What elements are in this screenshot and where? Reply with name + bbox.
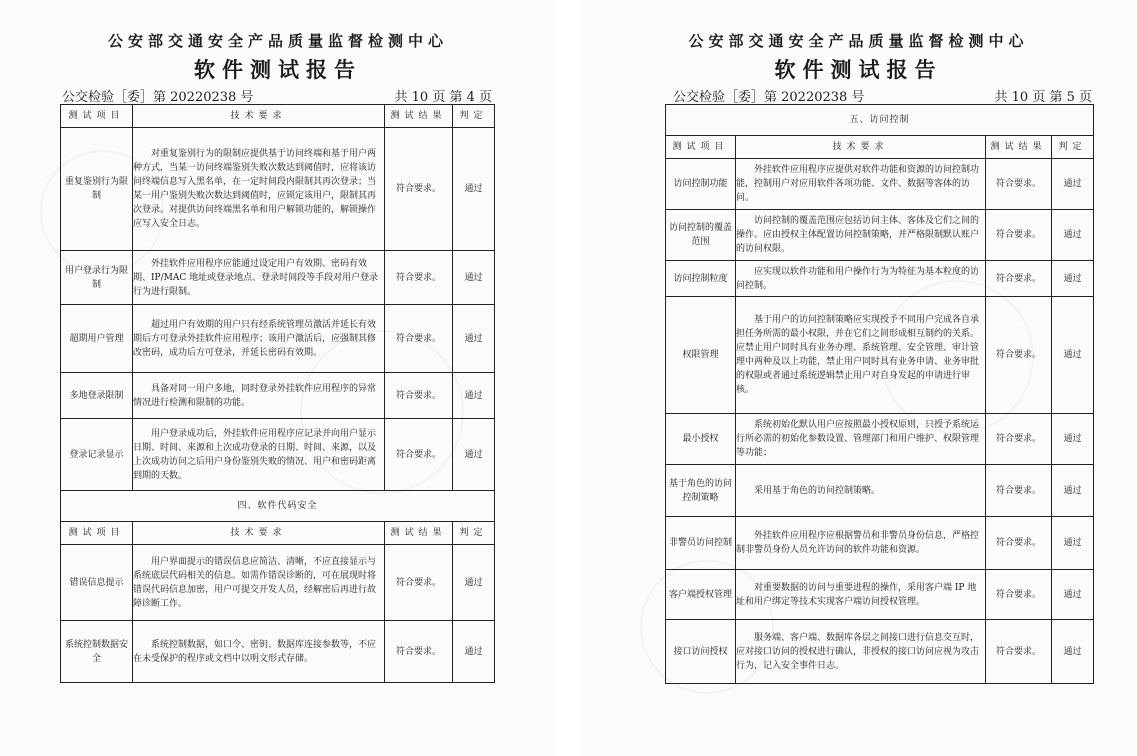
test-item: 超期用户管理 bbox=[61, 305, 133, 373]
test-item: 用户登录行为限制 bbox=[61, 251, 133, 305]
report-number: 公交检验［委］第 20220238 号 bbox=[673, 90, 865, 105]
requirement-text: 访问控制的覆盖范围应包括访问主体、客体及它们之间的操作。应由授权主体配置访问控制策略，并严格限制默认账户的访问权限。 bbox=[736, 210, 986, 261]
page-count: 共 10 页 第 5 页 bbox=[994, 90, 1092, 105]
requirement-text: 系统初始化默认用户应按照最小授权原则，只授予系统运行所必需的初始化参数设置、管理部门和用户维护、权限管理等功能； bbox=[736, 414, 986, 465]
judgment: 通过 bbox=[1052, 465, 1094, 517]
test-result: 符合要求。 bbox=[385, 128, 453, 251]
test-item: 重复鉴别行为限制 bbox=[61, 128, 133, 251]
requirement-text: 外挂软件应用程序应提供对软件功能和资源的访问控制功能，控制用户对应用软件各项功能、文件、数据等客体的访问。 bbox=[736, 159, 986, 210]
test-result: 符合要求。 bbox=[986, 210, 1052, 261]
table-row bbox=[666, 159, 1094, 210]
test-result: 符合要求。 bbox=[385, 621, 453, 683]
test-item: 接口访问授权 bbox=[666, 620, 736, 684]
requirement-text: 采用基于角色的访问控制策略。 bbox=[736, 465, 986, 517]
test-result: 符合要求。 bbox=[986, 414, 1052, 465]
header-result: 测试结果 bbox=[385, 105, 453, 128]
test-result: 符合要求。 bbox=[986, 261, 1052, 297]
table-header-row bbox=[61, 105, 495, 128]
test-item: 基于角色的访问控制策略 bbox=[666, 465, 736, 517]
test-item: 访问控制的覆盖范围 bbox=[666, 210, 736, 261]
test-result: 符合要求。 bbox=[986, 517, 1052, 570]
judgment: 通过 bbox=[453, 419, 495, 491]
test-result: 符合要求。 bbox=[385, 545, 453, 621]
report-title: 软件测试报告 bbox=[774, 57, 943, 82]
judgment: 通过 bbox=[1052, 517, 1094, 570]
requirement-text: 基于用户的访问控制策略应实现授予不同用户完成各自承担任务所需的最小权限，并在它们之间形成相互制约的关系。应禁止用户同时具有业务办理、系统管理、安全管理、审计管理中两种及以上功能，禁止用户同时具有业务申请、业务审批的权限或者通过系统逻辑禁止用户对自身发起的申请进行审核。 bbox=[736, 297, 986, 414]
test-result: 符合要求。 bbox=[986, 620, 1052, 684]
header-result: 测试结果 bbox=[385, 522, 453, 545]
judgment: 通过 bbox=[1052, 620, 1094, 684]
test-item: 错误信息提示 bbox=[61, 545, 133, 621]
test-item: 权限管理 bbox=[666, 297, 736, 414]
header-item: 测试项目 bbox=[61, 105, 133, 128]
table-row bbox=[61, 545, 495, 621]
report-number: 公交检验［委］第 20220238 号 bbox=[62, 90, 254, 105]
test-item: 登录记录显示 bbox=[61, 419, 133, 491]
test-item: 系统控制数据安全 bbox=[61, 621, 133, 683]
test-result: 符合要求。 bbox=[385, 419, 453, 491]
header-item: 测试项目 bbox=[666, 136, 736, 159]
requirement-text: 外挂软件应用程序应能通过设定用户有效期、密码有效期、IP/MAC 地址或登录地点、登录时间段等手段对用户登录行为进行限制。 bbox=[133, 251, 385, 305]
test-result: 符合要求。 bbox=[986, 159, 1052, 210]
page-gap bbox=[556, 0, 580, 756]
test-item: 访问控制功能 bbox=[666, 159, 736, 210]
report-title: 软件测试报告 bbox=[194, 57, 362, 82]
judgment: 通过 bbox=[1052, 414, 1094, 465]
requirements-table bbox=[60, 104, 495, 683]
table-row bbox=[61, 128, 495, 251]
judgment: 通过 bbox=[1052, 570, 1094, 620]
test-item: 最小授权 bbox=[666, 414, 736, 465]
judgment: 通过 bbox=[453, 305, 495, 373]
requirement-text: 应实现以软件功能和用户操作行为为特征为基本粒度的访问控制。 bbox=[736, 261, 986, 297]
requirements-table bbox=[665, 104, 1094, 684]
header-judgment: 判定 bbox=[1052, 136, 1094, 159]
judgment: 通过 bbox=[453, 251, 495, 305]
requirement-text: 超过用户有效期的用户只有经系统管理员激活并延长有效期后方可登录外挂软件应用程序；该用户激活后，应强制其修改密码，成功后方可登录，并延长密码有效期。 bbox=[133, 305, 385, 373]
judgment: 通过 bbox=[453, 373, 495, 419]
judgment: 通过 bbox=[1052, 210, 1094, 261]
table-row bbox=[61, 419, 495, 491]
table-row bbox=[666, 570, 1094, 620]
requirement-text: 外挂软件应用程序应根据警员和非警员身份信息，严格控制非警员身份人员允许访问的软件功能和资源。 bbox=[736, 517, 986, 570]
org-title: 公安部交通安全产品质量监督检测中心 bbox=[107, 32, 448, 50]
section-title: 四、软件代码安全 bbox=[61, 491, 495, 522]
test-result: 符合要求。 bbox=[986, 465, 1052, 517]
test-item: 客户端授权管理 bbox=[666, 570, 736, 620]
requirement-text: 系统控制数据，如口令、密钥、数据库连接参数等，不应在未受保护的程序或文档中以明文形式存储。 bbox=[133, 621, 385, 683]
test-item: 访问控制粒度 bbox=[666, 261, 736, 297]
header-requirement: 技术要求 bbox=[736, 136, 986, 159]
org-title: 公安部交通安全产品质量监督检测中心 bbox=[688, 32, 1029, 50]
judgment: 通过 bbox=[453, 621, 495, 683]
test-result: 符合要求。 bbox=[385, 251, 453, 305]
report-page-right bbox=[580, 0, 1137, 756]
table-row bbox=[666, 465, 1094, 517]
table-row bbox=[666, 620, 1094, 684]
table-header-row bbox=[61, 522, 495, 545]
requirement-text: 服务端、客户端、数据库各层之间接口进行信息交互时，应对接口访问的授权进行确认，非授权的接口访问应视为攻击行为，记入安全事件日志。 bbox=[736, 620, 986, 684]
table-row bbox=[61, 305, 495, 373]
section-row bbox=[61, 491, 495, 522]
page-count: 共 10 页 第 4 页 bbox=[394, 90, 492, 105]
requirement-text: 对重复鉴别行为的限制应提供基于访问终端和基于用户两种方式，当某一访问终端鉴别失败次数达到阈值时，应将该访问终端信息写入黑名单，在一定时间段内限制其再次登录；当某一用户鉴别失败次数达到阈值时，应锁定该用户，限制其再次登录。对提供访问终端黑名单和用户解锁功能的，解锁操作应写入安全日志。 bbox=[133, 128, 385, 251]
judgment: 通过 bbox=[453, 545, 495, 621]
report-page-left bbox=[0, 0, 556, 756]
section-title: 五、访问控制 bbox=[666, 105, 1094, 136]
test-result: 符合要求。 bbox=[986, 297, 1052, 414]
table-row bbox=[666, 517, 1094, 570]
section-row bbox=[666, 105, 1094, 136]
test-result: 符合要求。 bbox=[986, 570, 1052, 620]
requirement-text: 具备对同一用户多地，同时登录外挂软件应用程序的异常情况进行检测和限制的功能。 bbox=[133, 373, 385, 419]
requirement-text: 用户登录成功后，外挂软件应用程序应记录并向用户显示日期、时间、来源和上次成功登录的日期、时间、来源，以及上次成功访问之后用户身份鉴别失败的情况、用户和密码距离到期的天数。 bbox=[133, 419, 385, 491]
judgment: 通过 bbox=[1052, 297, 1094, 414]
header-result: 测试结果 bbox=[986, 136, 1052, 159]
requirement-text: 对重要数据的访问与重要进程的操作，采用客户端 IP 地址和用户绑定等技术实现客户端访问授权管理。 bbox=[736, 570, 986, 620]
table-row bbox=[666, 210, 1094, 261]
judgment: 通过 bbox=[1052, 159, 1094, 210]
judgment: 通过 bbox=[453, 128, 495, 251]
test-item: 非警员访问控制 bbox=[666, 517, 736, 570]
test-result: 符合要求。 bbox=[385, 305, 453, 373]
header-requirement: 技术要求 bbox=[133, 522, 385, 545]
table-row bbox=[61, 251, 495, 305]
test-item: 多地登录限制 bbox=[61, 373, 133, 419]
table-row bbox=[666, 261, 1094, 297]
table-row bbox=[61, 621, 495, 683]
header-judgment: 判定 bbox=[453, 522, 495, 545]
table-row bbox=[666, 297, 1094, 414]
table-row bbox=[61, 373, 495, 419]
header-judgment: 判定 bbox=[453, 105, 495, 128]
table-row bbox=[666, 414, 1094, 465]
header-requirement: 技术要求 bbox=[133, 105, 385, 128]
table-header-row bbox=[666, 136, 1094, 159]
requirement-text: 用户界面提示的错误信息应简洁、清晰，不应直接显示与系统底层代码相关的信息。如需作错误诊断的，可在展现时将错误代码信息加密，用户可提交开发人员，经解密后再进行故障诊断工作。 bbox=[133, 545, 385, 621]
test-result: 符合要求。 bbox=[385, 373, 453, 419]
judgment: 通过 bbox=[1052, 261, 1094, 297]
header-item: 测试项目 bbox=[61, 522, 133, 545]
